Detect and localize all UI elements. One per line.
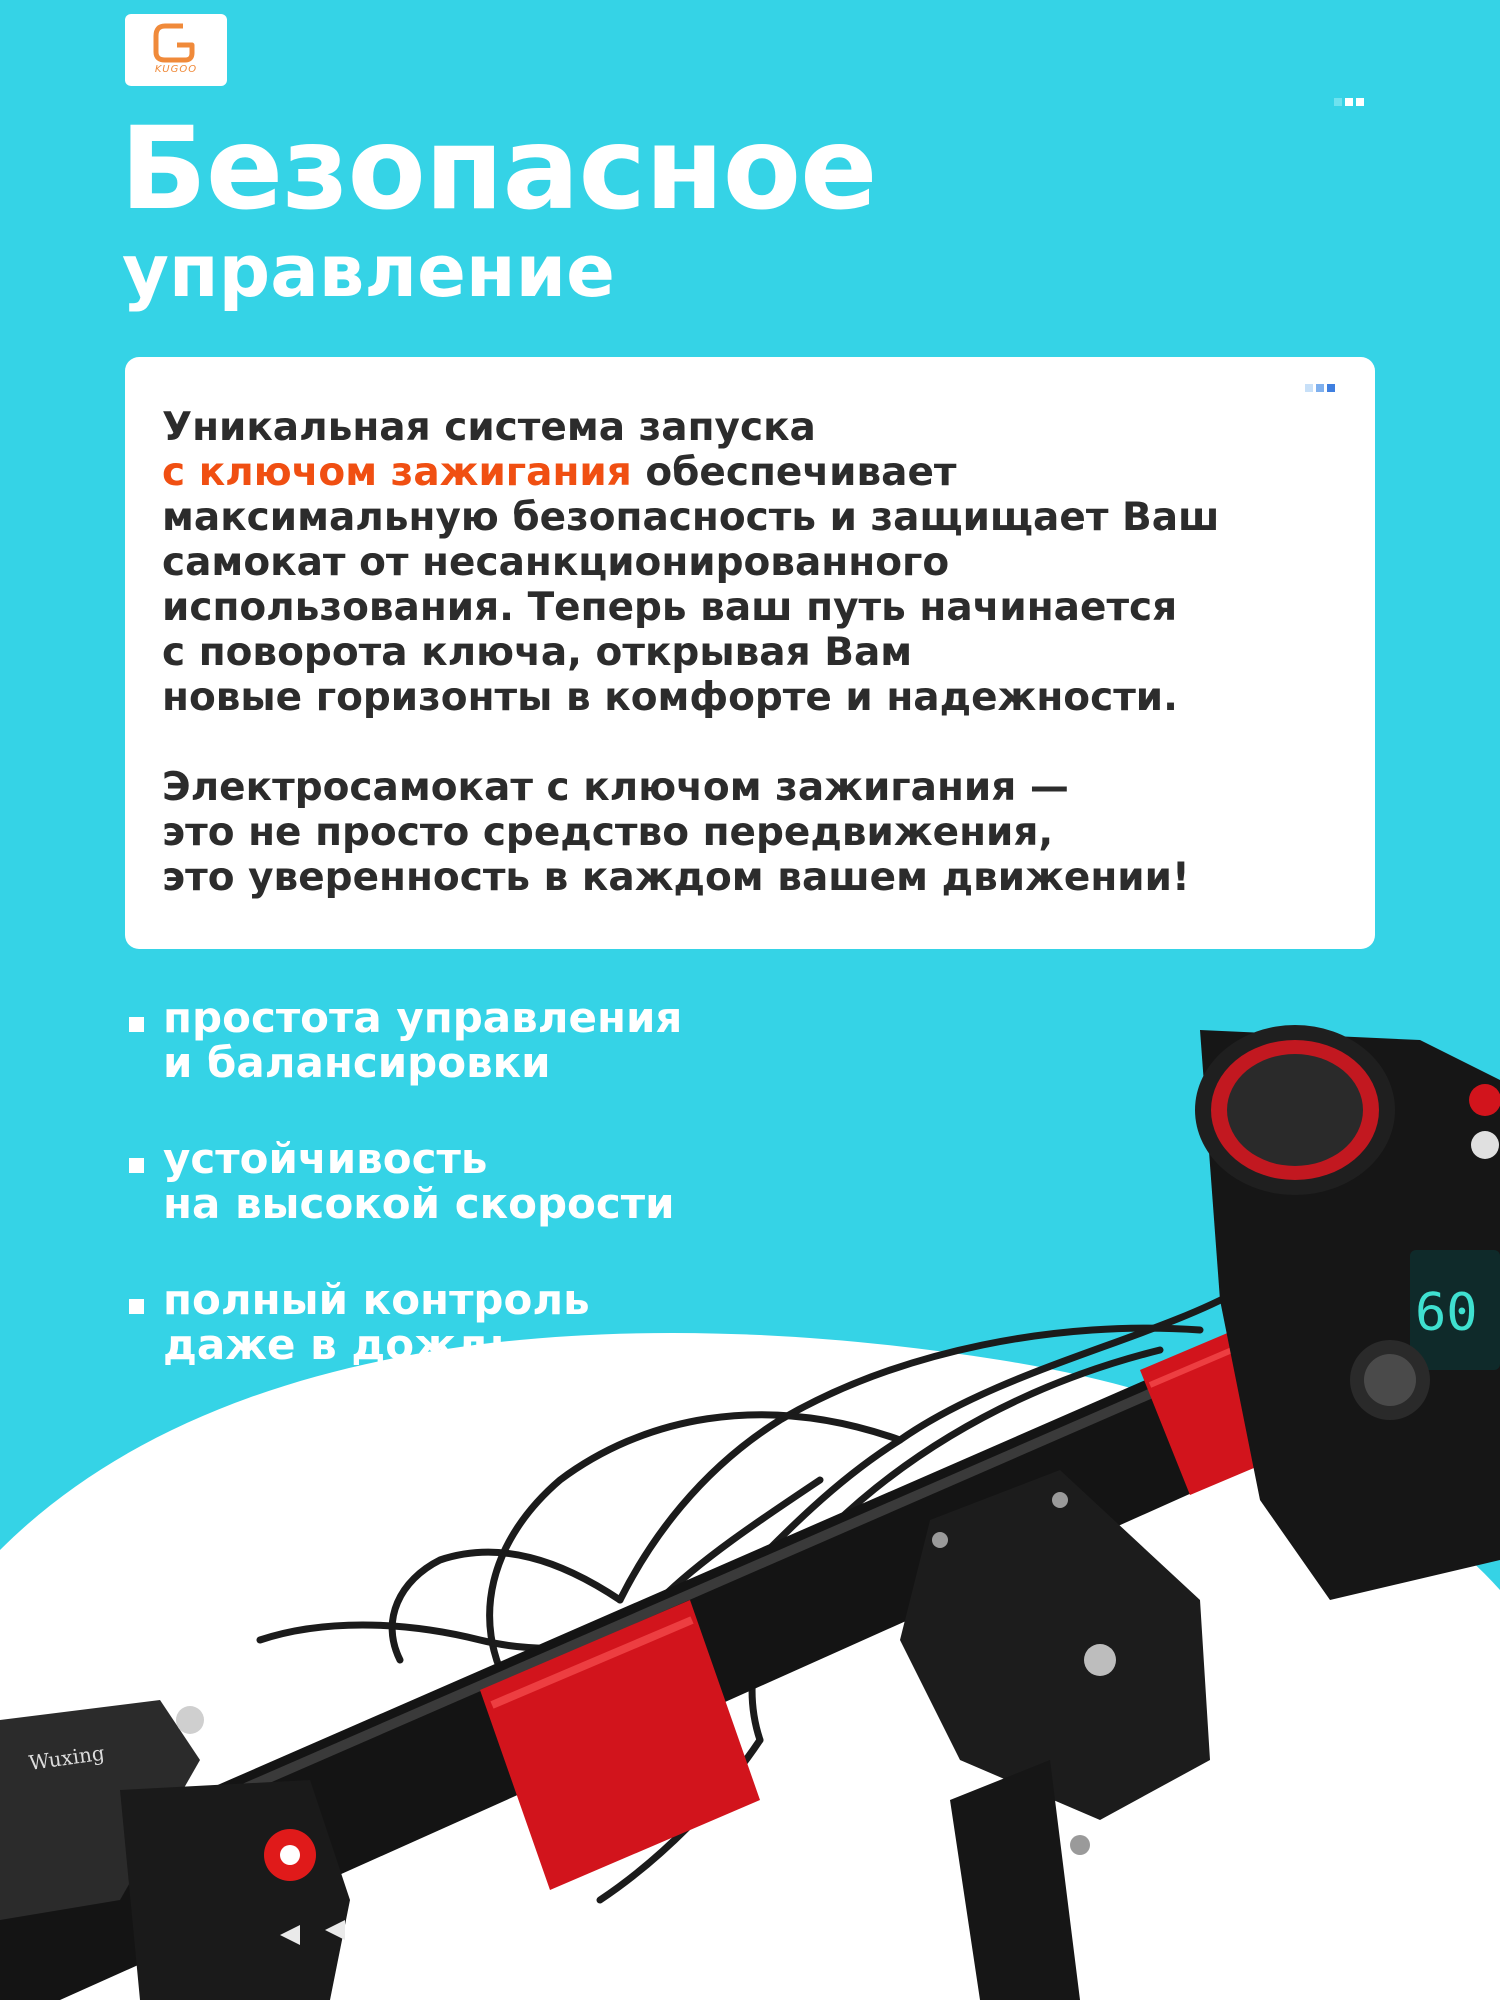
page-subtitle: управление (122, 229, 615, 313)
feature-line: полный контроль (163, 1275, 590, 1324)
feature-line: устойчивость (163, 1134, 488, 1183)
display-reading: 60 (1415, 1283, 1478, 1343)
feature-line: и балансировки (163, 1038, 551, 1087)
logo-text: KUGOO (154, 64, 198, 75)
description-line: это уверенность в каждом вашем движении! (162, 855, 1190, 900)
page-title: Безопасное (120, 102, 877, 235)
accent-phrase: с ключом зажигания (162, 450, 632, 495)
feature-line: простота управления (163, 993, 683, 1042)
description-line: самокат от несанкционированного (162, 540, 950, 585)
description-line: с поворота ключа, открывая Вам (162, 630, 913, 675)
description-line: использования. Теперь ваш путь начинается (162, 585, 1178, 630)
feature-line: на высокой скорости (163, 1179, 675, 1228)
description-line-rest: обеспечивает (631, 450, 957, 495)
description-line: максимальную безопасность и защищает Ваш (162, 495, 1220, 540)
feature-line: даже в дождь (163, 1320, 517, 1369)
description-line: Уникальная система запуска (162, 405, 816, 450)
brake-lever-text: Wuxing (27, 1740, 106, 1775)
description-line: Электросамокат с ключом зажигания — (162, 765, 1069, 810)
description-line: это не просто средство передвижения, (162, 810, 1054, 855)
description-line: новые горизонты в комфорте и надежности. (162, 675, 1178, 720)
